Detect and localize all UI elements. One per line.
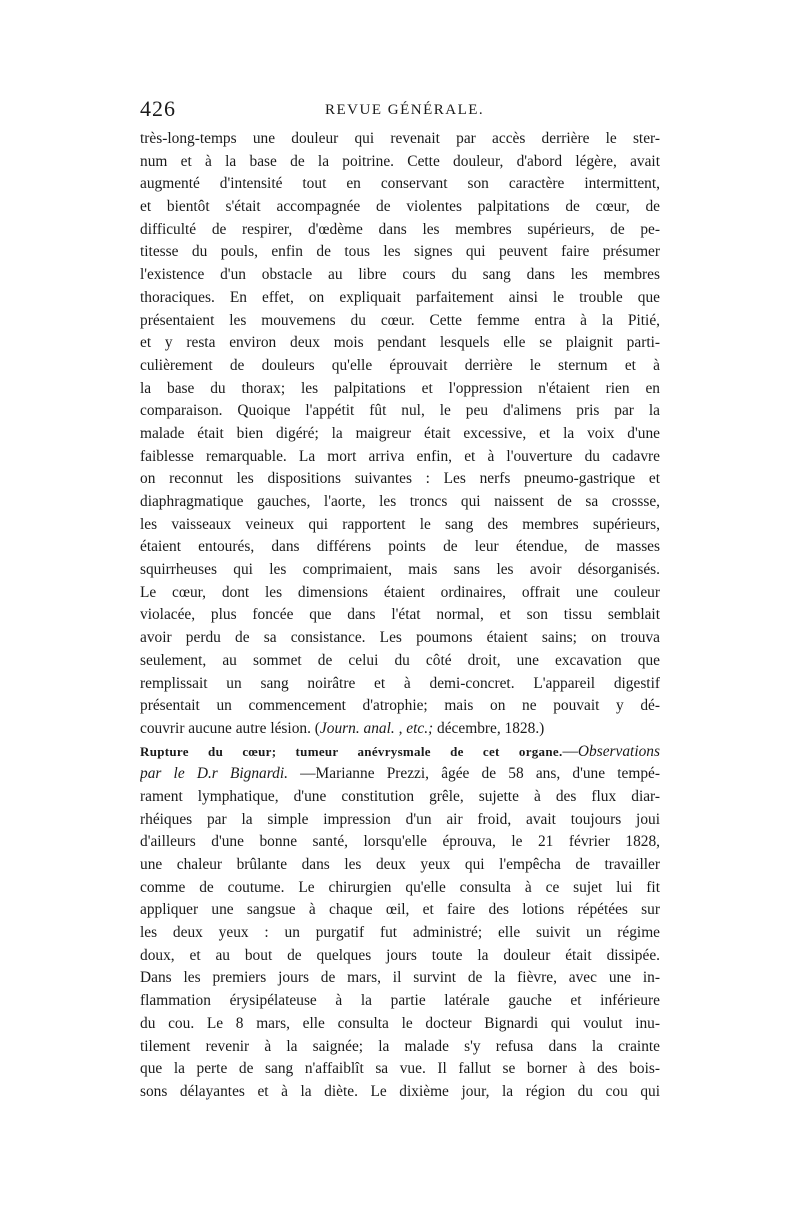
page-number: 426 bbox=[140, 96, 176, 121]
text-line: flammation érysipélateuse à la partie latérale gauche et inférieure bbox=[140, 992, 660, 1010]
running-head: REVUE GÉNÉRALE. bbox=[325, 102, 485, 118]
text-line: thoraciques. En effet, on expliquait parfaitement ainsi le trouble que bbox=[140, 288, 660, 306]
text-line: doux, et au bout de quelques jours toute la douleur était dissipée. bbox=[140, 946, 660, 964]
text-line: et y resta environ deux mois pendant lesquels elle se plaignit parti- bbox=[140, 334, 660, 352]
text-line: appliquer une sangsue à chaque œil, et faire des lotions répétées sur bbox=[140, 901, 660, 919]
text-line: et bientôt s'était accompagnée de violentes palpitations de cœur, de bbox=[140, 198, 660, 216]
text-line: du cou. Le 8 mars, elle consulta le docteur Bignardi qui voulut inu- bbox=[140, 1014, 660, 1032]
text-line: faiblesse remarquable. La mort arriva enfin, et à l'ouverture du cadavre bbox=[140, 447, 660, 465]
text-line: avoir perdu de sa consistance. Les poumons étaient sains; on trouva bbox=[140, 629, 660, 647]
text-line: étaient entourés, dans différens points de leur étendue, de masses bbox=[140, 538, 660, 556]
text-line: rhéiques par la simple impression d'un air froid, avait toujours joui bbox=[140, 810, 660, 828]
text-line: rament lymphatique, d'une constitution grêle, sujette à des flux diar- bbox=[140, 787, 660, 805]
text-line: présentait un commencement d'atrophie; mais on ne pouvait y dé- bbox=[140, 697, 660, 715]
text-line: titesse du pouls, enfin de tous les signes qui peuvent faire présumer bbox=[140, 243, 660, 261]
section-title: Rupture du cœur; tumeur anévrysmale de cet organe. bbox=[140, 743, 563, 759]
text-line: difficulté de respirer, d'œdème dans les membres supérieurs, de pe- bbox=[140, 220, 660, 238]
text-line: la base du thorax; les palpitations et l'oppression n'étaient rien en bbox=[140, 379, 660, 397]
text-line: Dans les premiers jours de mars, il survint de la fièvre, avec une in- bbox=[140, 969, 660, 987]
text-line: les vaisseaux veineux qui rapportent le sang des membres supérieurs, bbox=[140, 515, 660, 533]
text-line: diaphragmatique gauches, l'aorte, les troncs qui naissent de sa crossse, bbox=[140, 493, 660, 510]
text-line: une chaleur brûlante dans les deux yeux qui l'empêcha de travailler bbox=[140, 856, 660, 873]
text-line: augmenté d'intensité tout en conservant son caractère intermittent, bbox=[140, 175, 660, 193]
text-line: seulement, au sommet de celui du côté droit, une excavation que bbox=[140, 651, 660, 669]
text-line: on reconnut les dispositions suivantes : Les nerfs pneumo-gastrique et bbox=[140, 470, 660, 488]
text-line-journal-citation: couvrir aucune autre lésion. (Journ. anal. , etc.; décembre, 1828.) bbox=[140, 719, 545, 737]
text-line: remplissait un sang noirâtre et à demi-concret. L'appareil digestif bbox=[140, 674, 660, 692]
text-line: violacée, plus foncée que dans l'état normal, et son tissu semblait bbox=[140, 606, 660, 624]
text-line: très-long-temps une douleur qui revenait par accès derrière le ster- bbox=[140, 130, 660, 147]
paragraph-bignardi-observation bbox=[140, 786, 660, 1104]
text-line: présentaient les mouvemens du cœur. Cette femme entra à la Pitié, bbox=[140, 311, 660, 329]
journal-citation: Journ. anal. , etc.; bbox=[319, 719, 434, 737]
text-line: num et à la base de la poitrine. Cette douleur, d'abord légère, avait bbox=[140, 152, 660, 170]
text-line: squirrheuses qui les comprimaient, mais sans les avoir désorganisés. bbox=[140, 561, 660, 579]
section-heading-line: Rupture du cœur; tumeur anévrysmale de cet organe.—Observations bbox=[140, 742, 660, 760]
text-line: les deux yeux : un purgatif fut administré; elle suivit un régime bbox=[140, 924, 660, 942]
text-line: que la perte de sang n'affaiblît sa vue. Il fallut se borner à des bois- bbox=[140, 1060, 660, 1078]
text-line: tilement revenir à la saignée; la malade s'y refusa dans la crainte bbox=[140, 1037, 660, 1055]
text-line: malade était bien digéré; la maigreur était excessive, et la voix d'une bbox=[140, 424, 660, 442]
text-line: d'ailleurs d'une bonne santé, lorsqu'elle éprouva, le 21 février 1828, bbox=[140, 833, 660, 851]
text-line: culièrement de douleurs qu'elle éprouvait derrière le sternum et à bbox=[140, 356, 660, 374]
body-text bbox=[140, 128, 660, 1104]
page-header bbox=[140, 96, 660, 122]
section-author-line: par le D.r Bignardi. —Marianne Prezzi, âgée de 58 ans, d'une tempé- bbox=[140, 765, 660, 783]
text-line: comparaison. Quoique l'appétit fût nul, le peu d'alimens pris par la bbox=[140, 402, 660, 420]
section-subtitle: Observations bbox=[577, 742, 660, 760]
text-line: Le cœur, dont les dimensions étaient ordinaires, offrait une couleur bbox=[140, 583, 660, 601]
text-line: comme de coutume. Le chirurgien qu'elle consulta à ce sujet lui fit bbox=[140, 878, 660, 896]
paragraph-case-report bbox=[140, 128, 660, 718]
section-author: par le D.r Bignardi. bbox=[140, 765, 288, 783]
text-line: sons délayantes et à la diète. Le dixième jour, la région du cou qui bbox=[140, 1082, 660, 1100]
text-line: l'existence d'un obstacle au libre cours du sang dans les membres bbox=[140, 266, 660, 284]
